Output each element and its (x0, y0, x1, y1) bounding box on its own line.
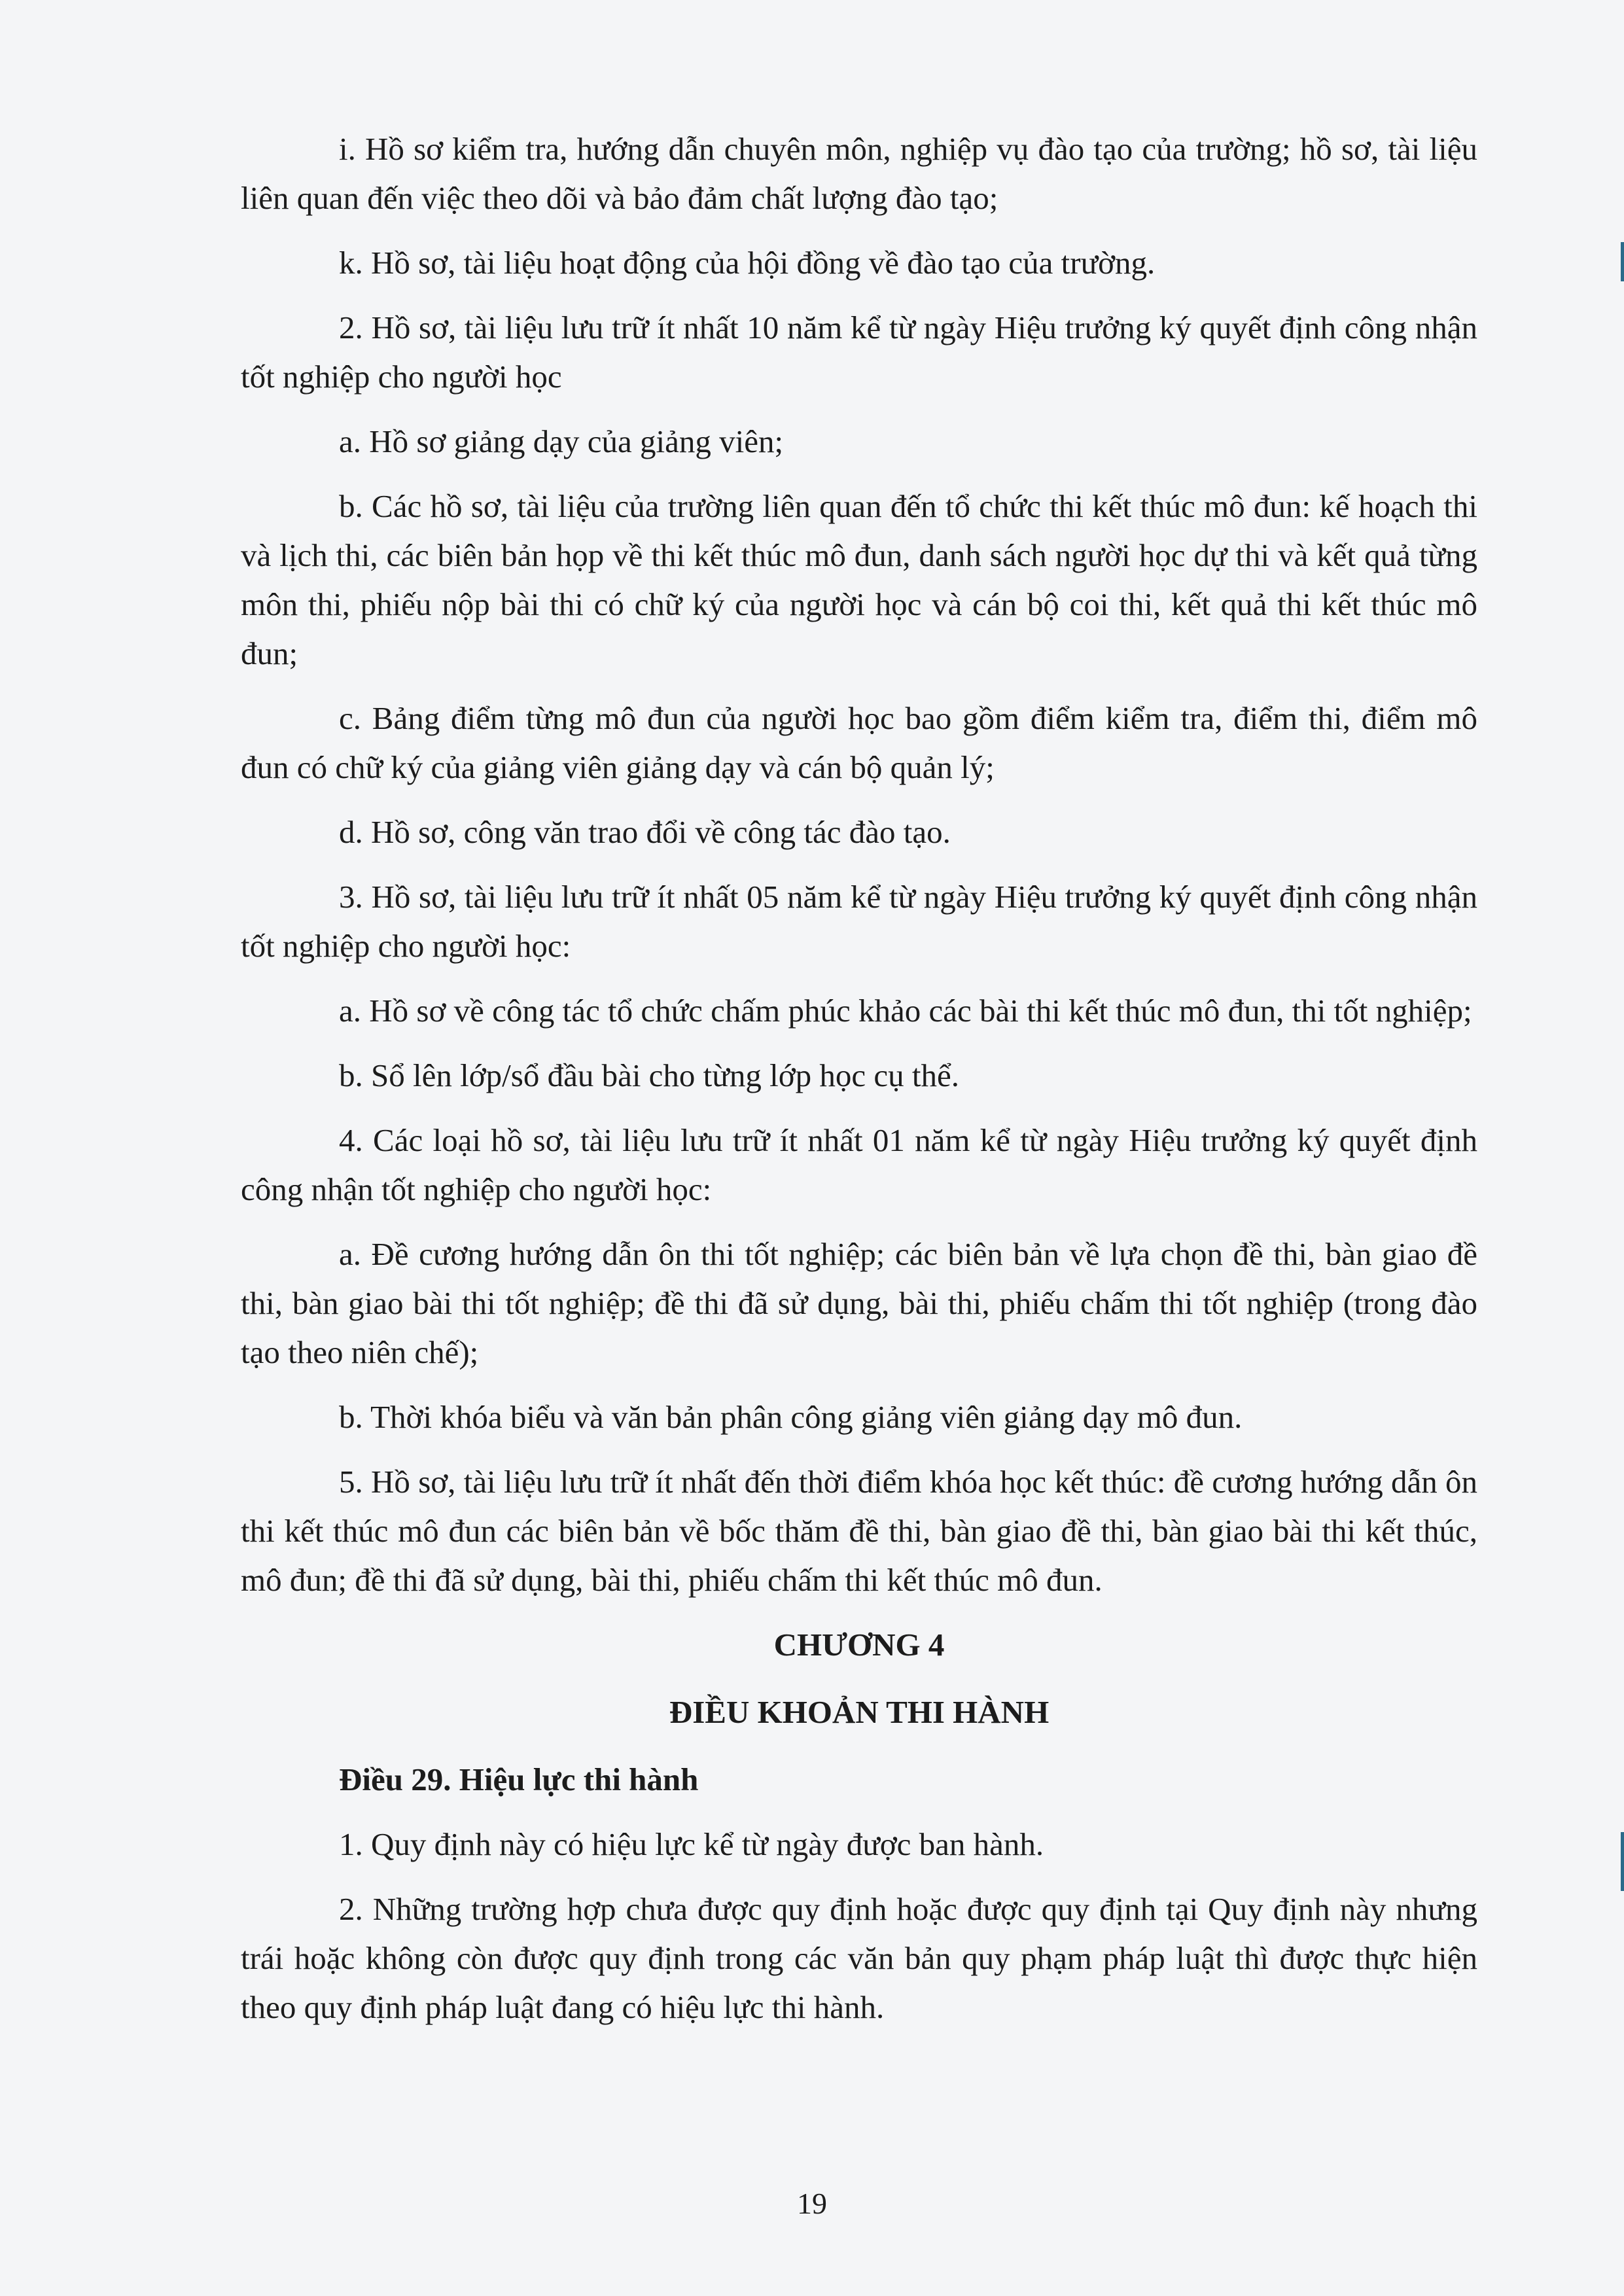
chapter-title: ĐIỀU KHOẢN THI HÀNH (669, 1694, 1050, 1730)
paragraph: a. Hồ sơ giảng dạy của giảng viên; (339, 423, 784, 459)
scan-edge-mark (1621, 242, 1624, 281)
paragraph: 3. Hồ sơ, tài liệu lưu trữ ít nhất 05 năm kể từ ngày Hiệu trưởng ký quyết định công nhận tốt nghiệp cho người học: (241, 879, 1477, 964)
paragraph: c. Bảng điểm từng mô đun của người học bao gồm điểm kiểm tra, điểm thi, điểm mô đun có chữ ký của giảng viên giảng dạy và cán bộ quản lý; (241, 700, 1477, 785)
paragraph: d. Hồ sơ, công văn trao đổi về công tác đào tạo. (339, 814, 951, 850)
paragraph: i. Hồ sơ kiểm tra, hướng dẫn chuyên môn, nghiệp vụ đào tạo của trường; hồ sơ, tài liệu liên quan đến việc theo dõi và bảo đảm chất lượng đào tạo; (241, 131, 1477, 216)
article-paragraph: 1. Quy định này có hiệu lực kể từ ngày được ban hành. (339, 1826, 1044, 1862)
article-title: Điều 29. Hiệu lực thi hành (339, 1761, 699, 1797)
paragraph: a. Hồ sơ về công tác tổ chức chấm phúc khảo các bài thi kết thúc mô đun, thi tốt nghiệp; (339, 993, 1472, 1029)
paragraph: b. Thời khóa biểu và văn bản phân công giảng viên giảng dạy mô đun. (339, 1399, 1243, 1435)
paragraph: b. Các hồ sơ, tài liệu của trường liên quan đến tổ chức thi kết thúc mô đun: kế hoạch thi và lịch thi, các biên bản họp về thi kết thúc mô đun, danh sách người học dự thi và kết quả từng môn thi, phiếu nộp bài thi có chữ ký của người học và cán bộ coi thi, kết quả thi kết thúc mô đun; (241, 488, 1477, 671)
paragraph: a. Đề cương hướng dẫn ôn thi tốt nghiệp; các biên bản về lựa chọn đề thi, bàn giao đề thi, bàn giao bài thi tốt nghiệp; đề thi đã sử dụng, bài thi, phiếu chấm thi tốt nghiệp (trong đào tạo theo niên chế); (241, 1236, 1477, 1370)
paragraph: 5. Hồ sơ, tài liệu lưu trữ ít nhất đến thời điểm khóa học kết thúc: đề cương hướng dẫn ôn thi kết thúc mô đun các biên bản về bốc thăm đề thi, bàn giao đề thi, bàn giao bài thi kết thúc, mô đun; đề thi đã sử dụng, bài thi, phiếu chấm thi kết thúc mô đun. (241, 1464, 1477, 1598)
chapter-number: CHƯƠNG 4 (773, 1627, 945, 1663)
paragraph: b. Sổ lên lớp/sổ đầu bài cho từng lớp học cụ thể. (339, 1057, 959, 1093)
scan-edge-mark (1621, 1832, 1624, 1891)
paragraph: k. Hồ sơ, tài liệu hoạt động của hội đồng về đào tạo của trường. (339, 245, 1156, 281)
document-body (241, 124, 1477, 2047)
paragraph: 2. Hồ sơ, tài liệu lưu trữ ít nhất 10 năm kể từ ngày Hiệu trưởng ký quyết định công nhận tốt nghiệp cho người học (241, 309, 1477, 395)
page-number: 19 (797, 2187, 827, 2220)
paragraph: 4. Các loại hồ sơ, tài liệu lưu trữ ít nhất 01 năm kể từ ngày Hiệu trưởng ký quyết định công nhận tốt nghiệp cho người học: (241, 1122, 1477, 1207)
article-paragraph: 2. Những trường hợp chưa được quy định hoặc được quy định tại Quy định này nhưng trái hoặc không còn được quy định trong các văn bản quy phạm pháp luật thì được thực hiện theo quy định pháp luật đang có hiệu lực thi hành. (241, 1891, 1477, 2025)
